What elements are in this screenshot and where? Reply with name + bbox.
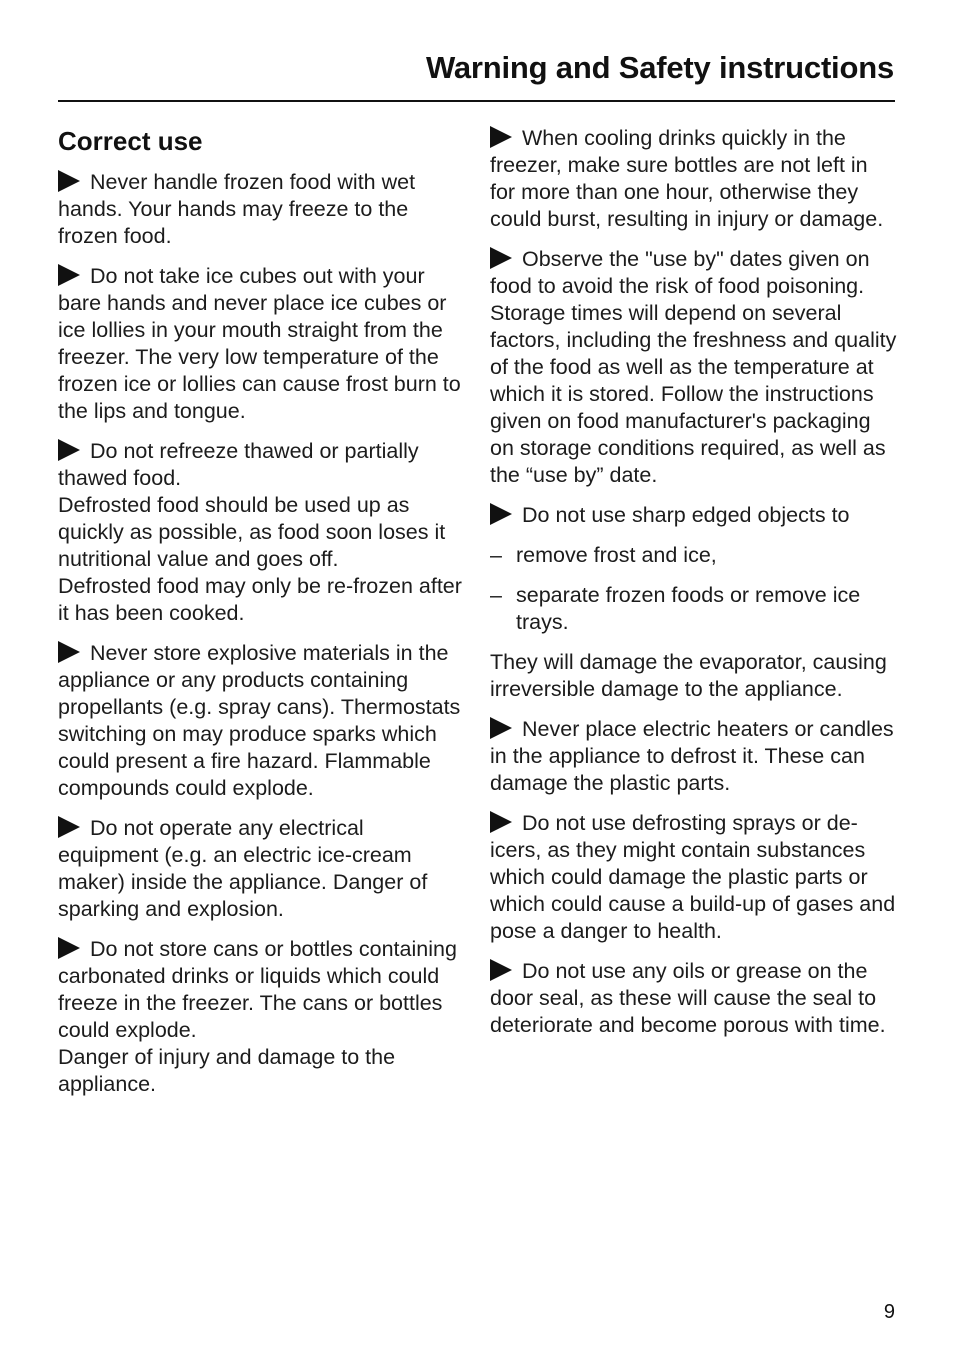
safety-item-explosives: [58, 640, 466, 802]
safety-item-text: Do not use defrosting sprays or de-icers, as they might contain substances which could damage the plastic parts or which could cause a build-up of gases and pose a danger to health.: [490, 811, 896, 943]
dash-marker: –: [490, 583, 502, 607]
damage-note: They will damage the evaporator, causing irreversible damage to the appliance.: [490, 650, 887, 701]
right-column: [490, 125, 898, 1052]
safety-item-text: Do not store cans or bottles containing carbonated drinks or liquids which could freeze in the freezer. The cans or bottles could explode.: [58, 937, 457, 1042]
triangle-bullet-icon: [58, 170, 80, 192]
triangle-bullet-icon: [58, 816, 80, 838]
triangle-bullet-icon: [490, 959, 512, 981]
safety-item-detail: Defrosted food may only be re-frozen after it has been cooked.: [58, 574, 462, 625]
header-divider: [58, 100, 895, 102]
triangle-bullet-icon: [490, 717, 512, 739]
triangle-bullet-icon: [58, 439, 80, 461]
triangle-bullet-icon: [58, 937, 80, 959]
triangle-bullet-icon: [58, 641, 80, 663]
safety-item-text: Do not take ice cubes out with your bare hands and never place ice cubes or ice lollies in your mouth straight from the freezer. The very low temperature of the frozen ice or lollies can cause frost burn to the lips and tongue.: [58, 264, 461, 423]
safety-item-electrical: [58, 815, 466, 923]
safety-item-sharp-objects: [490, 502, 898, 529]
safety-item-wet-hands: [58, 169, 466, 250]
safety-item-text: Never handle frozen food with wet hands. Your hands may freeze to the frozen food.: [58, 170, 416, 248]
safety-item-refreeze: [58, 438, 466, 627]
safety-item-text: Do not operate any electrical equipment (e.g. an electric ice-cream maker) inside the appliance. Danger of sparking and explosion.: [58, 816, 428, 921]
safety-item-text: Never store explosive materials in the appliance or any products containing propellants (e.g. spray cans). Thermostats switching on may produce sparks which could present a fire hazard. Flammable compounds could explode.: [58, 641, 461, 800]
safety-item-oils: [490, 958, 898, 1039]
page-number: 9: [883, 1301, 895, 1323]
dash-list-text: separate frozen foods or remove ice trays.: [516, 583, 861, 634]
triangle-bullet-icon: [490, 126, 512, 148]
safety-item-text: Do not refreeze thawed or partially thawed food.: [58, 439, 419, 490]
safety-item-cooling-drinks: [490, 125, 898, 233]
safety-item-use-by: [490, 246, 898, 489]
page-title: Warning and Safety instructions: [425, 50, 894, 85]
dash-marker: –: [490, 543, 502, 567]
triangle-bullet-icon: [490, 811, 512, 833]
section-heading: Correct use: [58, 126, 203, 156]
safety-item-text: Never place electric heaters or candles in the appliance to defrost it. These can damage the plastic parts.: [490, 717, 894, 795]
safety-item-detail: Danger of injury and damage to the appliance.: [58, 1045, 396, 1096]
left-column: [58, 125, 466, 1111]
dash-list-item: [490, 542, 898, 569]
safety-item-ice-cubes: [58, 263, 466, 425]
safety-item-detail: Defrosted food should be used up as quickly as possible, as food soon loses it nutritional value and goes off.: [58, 493, 446, 571]
safety-item-text: Observe the "use by" dates given on food to avoid the risk of food poisoning. Storage times will depend on several factors, including the freshness and quality of the food as well as the temperature at which it is stored. Follow the instructions given on food manufacturer's packaging on storage conditions required, as well as the “use by” date.: [490, 247, 897, 487]
triangle-bullet-icon: [490, 503, 512, 525]
safety-item-sprays: [490, 810, 898, 945]
dash-list-item: [490, 582, 898, 636]
safety-item-heaters: [490, 716, 898, 797]
triangle-bullet-icon: [58, 264, 80, 286]
dash-list-text: remove frost and ice,: [516, 543, 717, 567]
safety-item-cans: [58, 936, 466, 1098]
triangle-bullet-icon: [490, 247, 512, 269]
safety-item-text: Do not use any oils or grease on the door seal, as these will cause the seal to deteriorate and become porous with time.: [490, 959, 886, 1037]
safety-item-text: Do not use sharp edged objects to: [522, 503, 850, 527]
safety-item-text: When cooling drinks quickly in the freezer, make sure bottles are not left in for more than one hour, otherwise they could burst, resulting in injury or damage.: [490, 126, 884, 231]
